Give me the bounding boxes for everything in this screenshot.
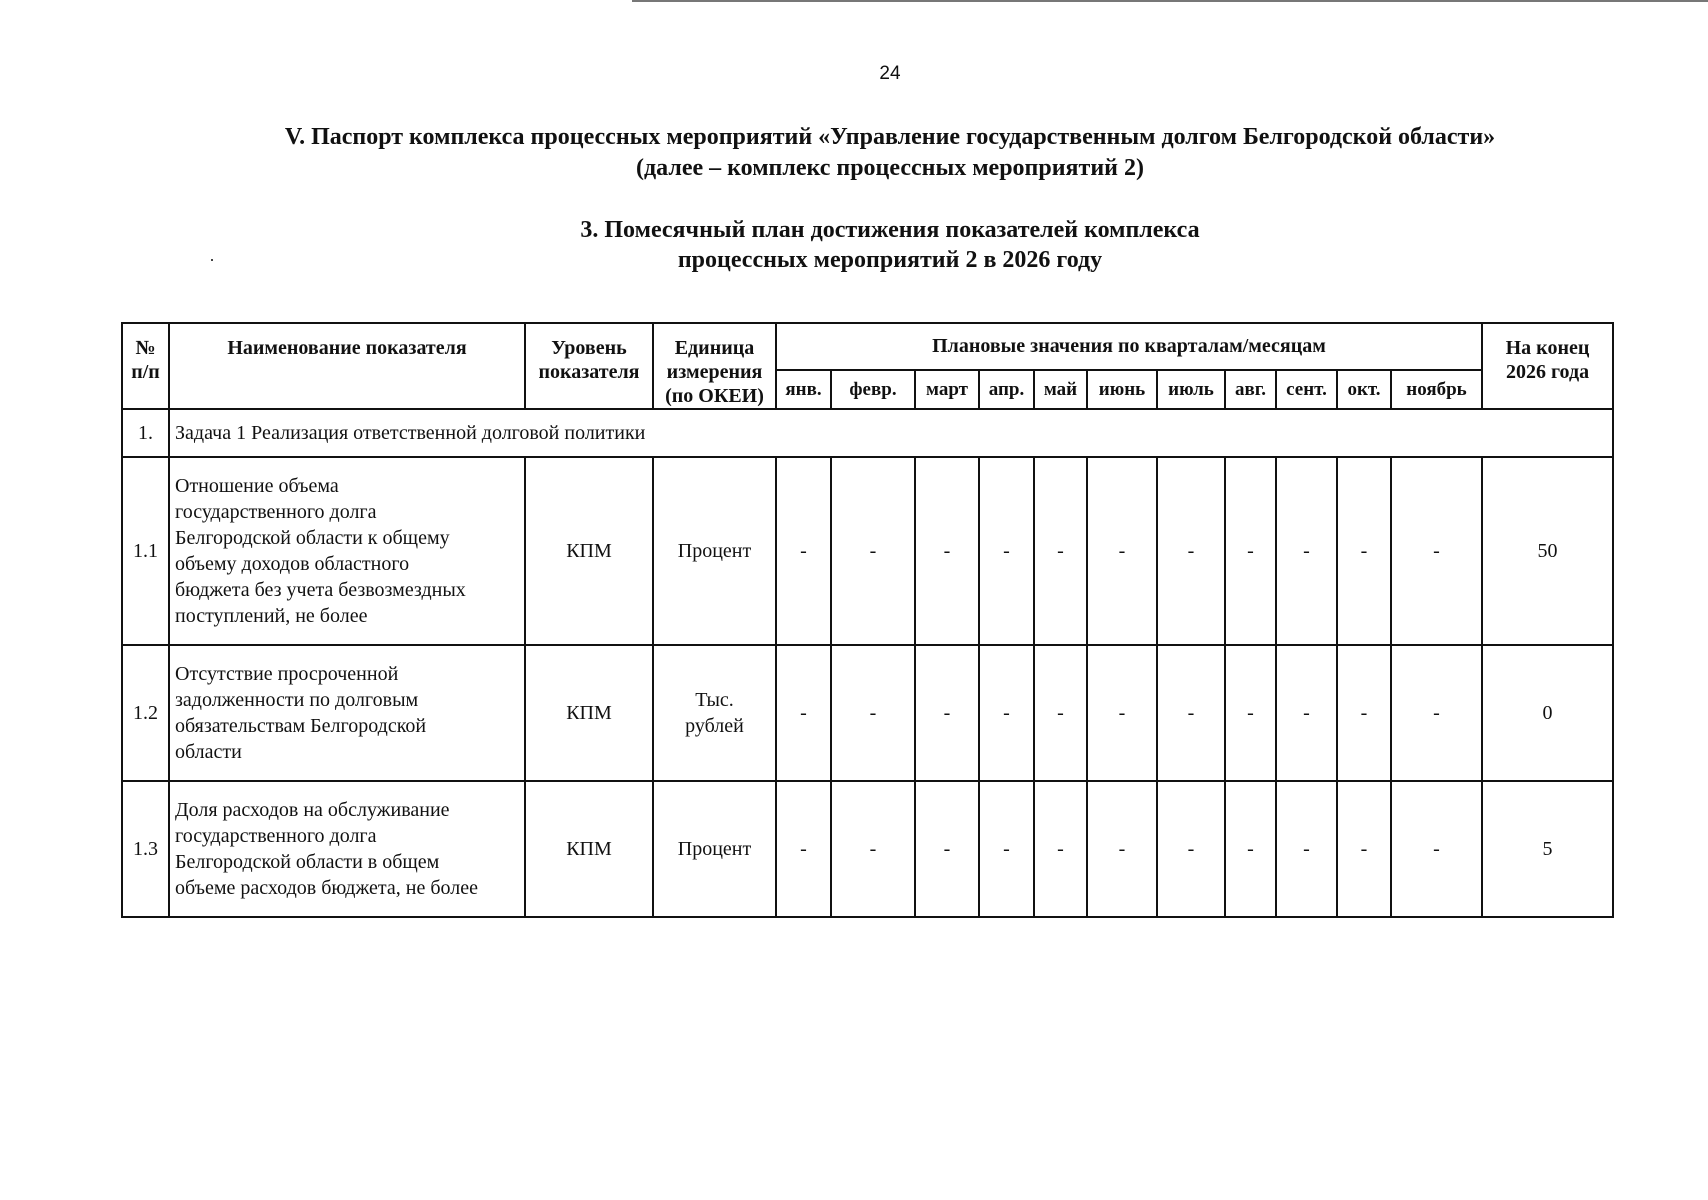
month-value-aug: - (1225, 645, 1276, 781)
month-header-apr: апр. (979, 370, 1034, 409)
col-header-plan: Плановые значения по кварталам/месяцам (776, 323, 1482, 370)
end-of-year-value: 50 (1482, 457, 1613, 645)
month-header-sep: сент. (1276, 370, 1337, 409)
month-value-oct: - (1337, 781, 1391, 917)
month-value-aug: - (1225, 457, 1276, 645)
indicator-unit-line: Тыс. (695, 689, 734, 711)
indicator-name (169, 457, 525, 645)
month-value-feb: - (831, 457, 915, 645)
indicator-name-line: обязательствам Белгородской (175, 715, 427, 737)
month-header-jun: июнь (1087, 370, 1157, 409)
col-header-num-line1: № (135, 337, 156, 359)
task-num: 1. (122, 409, 169, 457)
col-header-level-line1: Уровень (551, 337, 627, 359)
scan-speck (211, 259, 213, 261)
top-rule (632, 0, 1708, 2)
col-header-level (525, 323, 653, 409)
col-header-unit (653, 323, 776, 409)
indicator-name-line: задолженности по долговым (175, 689, 419, 711)
month-header-may: май (1034, 370, 1087, 409)
indicator-level: КПМ (525, 781, 653, 917)
indicator-unit: Процент (653, 457, 776, 645)
indicator-name-line: Отношение объема (175, 475, 339, 497)
month-header-nov: ноябрь (1391, 370, 1482, 409)
month-header-mar: март (915, 370, 979, 409)
month-value-jan: - (776, 781, 831, 917)
month-value-mar: - (915, 645, 979, 781)
indicator-unit: Процент (653, 781, 776, 917)
row-num: 1.3 (122, 781, 169, 917)
indicator-name-line: государственного долга (175, 825, 377, 847)
month-value-apr: - (979, 645, 1034, 781)
section-title: V. Паспорт комплекса процессных мероприятий «Управление государственным долгом Белгородской области» (284, 124, 1496, 150)
month-value-nov: - (1391, 781, 1482, 917)
indicator-name-line: Белгородской области к общему (175, 527, 450, 549)
month-value-oct: - (1337, 645, 1391, 781)
end-of-year-value: 0 (1482, 645, 1613, 781)
month-value-jan: - (776, 457, 831, 645)
task-label: Задача 1 Реализация ответственной долговой политики (169, 409, 1613, 457)
row-num: 1.2 (122, 645, 169, 781)
table-title: 3. Помесячный план достижения показателей комплекса (580, 217, 1200, 243)
indicator-name-line: области (175, 741, 242, 763)
month-value-sep: - (1276, 645, 1337, 781)
month-value-apr: - (979, 781, 1034, 917)
table-row (122, 781, 1613, 917)
month-value-feb: - (831, 645, 915, 781)
month-header-feb: февр. (831, 370, 915, 409)
indicator-name-line: объему доходов областного (175, 553, 410, 575)
month-value-nov: - (1391, 457, 1482, 645)
month-value-mar: - (915, 457, 979, 645)
month-value-apr: - (979, 457, 1034, 645)
col-header-unit-line3: (по ОКЕИ) (665, 385, 764, 407)
indicator-level: КПМ (525, 457, 653, 645)
col-header-num-line2: п/п (131, 361, 160, 383)
month-header-oct: окт. (1337, 370, 1391, 409)
indicator-name-line: объеме расходов бюджета, не более (175, 877, 478, 899)
col-header-end-line2: 2026 года (1505, 361, 1590, 383)
end-of-year-value: 5 (1482, 781, 1613, 917)
indicator-name (169, 781, 525, 917)
row-num: 1.1 (122, 457, 169, 645)
section-subtitle: (далее – комплекс процессных мероприятий 2) (636, 155, 1144, 181)
month-value-aug: - (1225, 781, 1276, 917)
month-value-jan: - (776, 645, 831, 781)
month-value-may: - (1034, 645, 1087, 781)
month-value-oct: - (1337, 457, 1391, 645)
month-value-nov: - (1391, 645, 1482, 781)
col-header-num (122, 323, 169, 409)
col-header-unit-line1: Единица (674, 337, 755, 359)
month-value-may: - (1034, 457, 1087, 645)
month-value-mar: - (915, 781, 979, 917)
col-header-end-line1: На конец (1505, 337, 1590, 359)
task-row (122, 409, 1613, 457)
indicator-level: КПМ (525, 645, 653, 781)
table-title-line2: процессных мероприятий 2 в 2026 году (677, 247, 1103, 273)
indicator-name-line: Отсутствие просроченной (175, 663, 399, 685)
table-row (122, 457, 1613, 645)
month-value-jul: - (1157, 645, 1225, 781)
month-header-jan: янв. (776, 370, 831, 409)
month-value-sep: - (1276, 457, 1337, 645)
col-header-name: Наименование показателя (169, 323, 525, 409)
month-value-jun: - (1087, 457, 1157, 645)
indicators-plan-table (121, 322, 1614, 918)
month-value-jun: - (1087, 645, 1157, 781)
month-value-feb: - (831, 781, 915, 917)
month-value-jul: - (1157, 457, 1225, 645)
page-number: 24 (879, 63, 901, 84)
month-value-jul: - (1157, 781, 1225, 917)
indicator-name-line: государственного долга (175, 501, 377, 523)
indicator-name-line: поступлений, не более (175, 605, 368, 627)
col-header-level-line2: показателя (538, 361, 640, 383)
indicator-name-line: бюджета без учета безвозмездных (175, 579, 466, 601)
indicator-unit-line: рублей (685, 715, 744, 737)
month-header-aug: авг. (1225, 370, 1276, 409)
indicator-name (169, 645, 525, 781)
indicator-name-line: Доля расходов на обслуживание (175, 799, 450, 821)
table-row (122, 645, 1613, 781)
month-header-jul: июль (1157, 370, 1225, 409)
month-value-may: - (1034, 781, 1087, 917)
indicator-unit (653, 645, 776, 781)
header-row (122, 323, 1613, 370)
month-value-sep: - (1276, 781, 1337, 917)
col-header-end (1482, 323, 1613, 409)
month-value-jun: - (1087, 781, 1157, 917)
col-header-unit-line2: измерения (666, 361, 763, 383)
indicator-name-line: Белгородской области в общем (175, 851, 440, 873)
